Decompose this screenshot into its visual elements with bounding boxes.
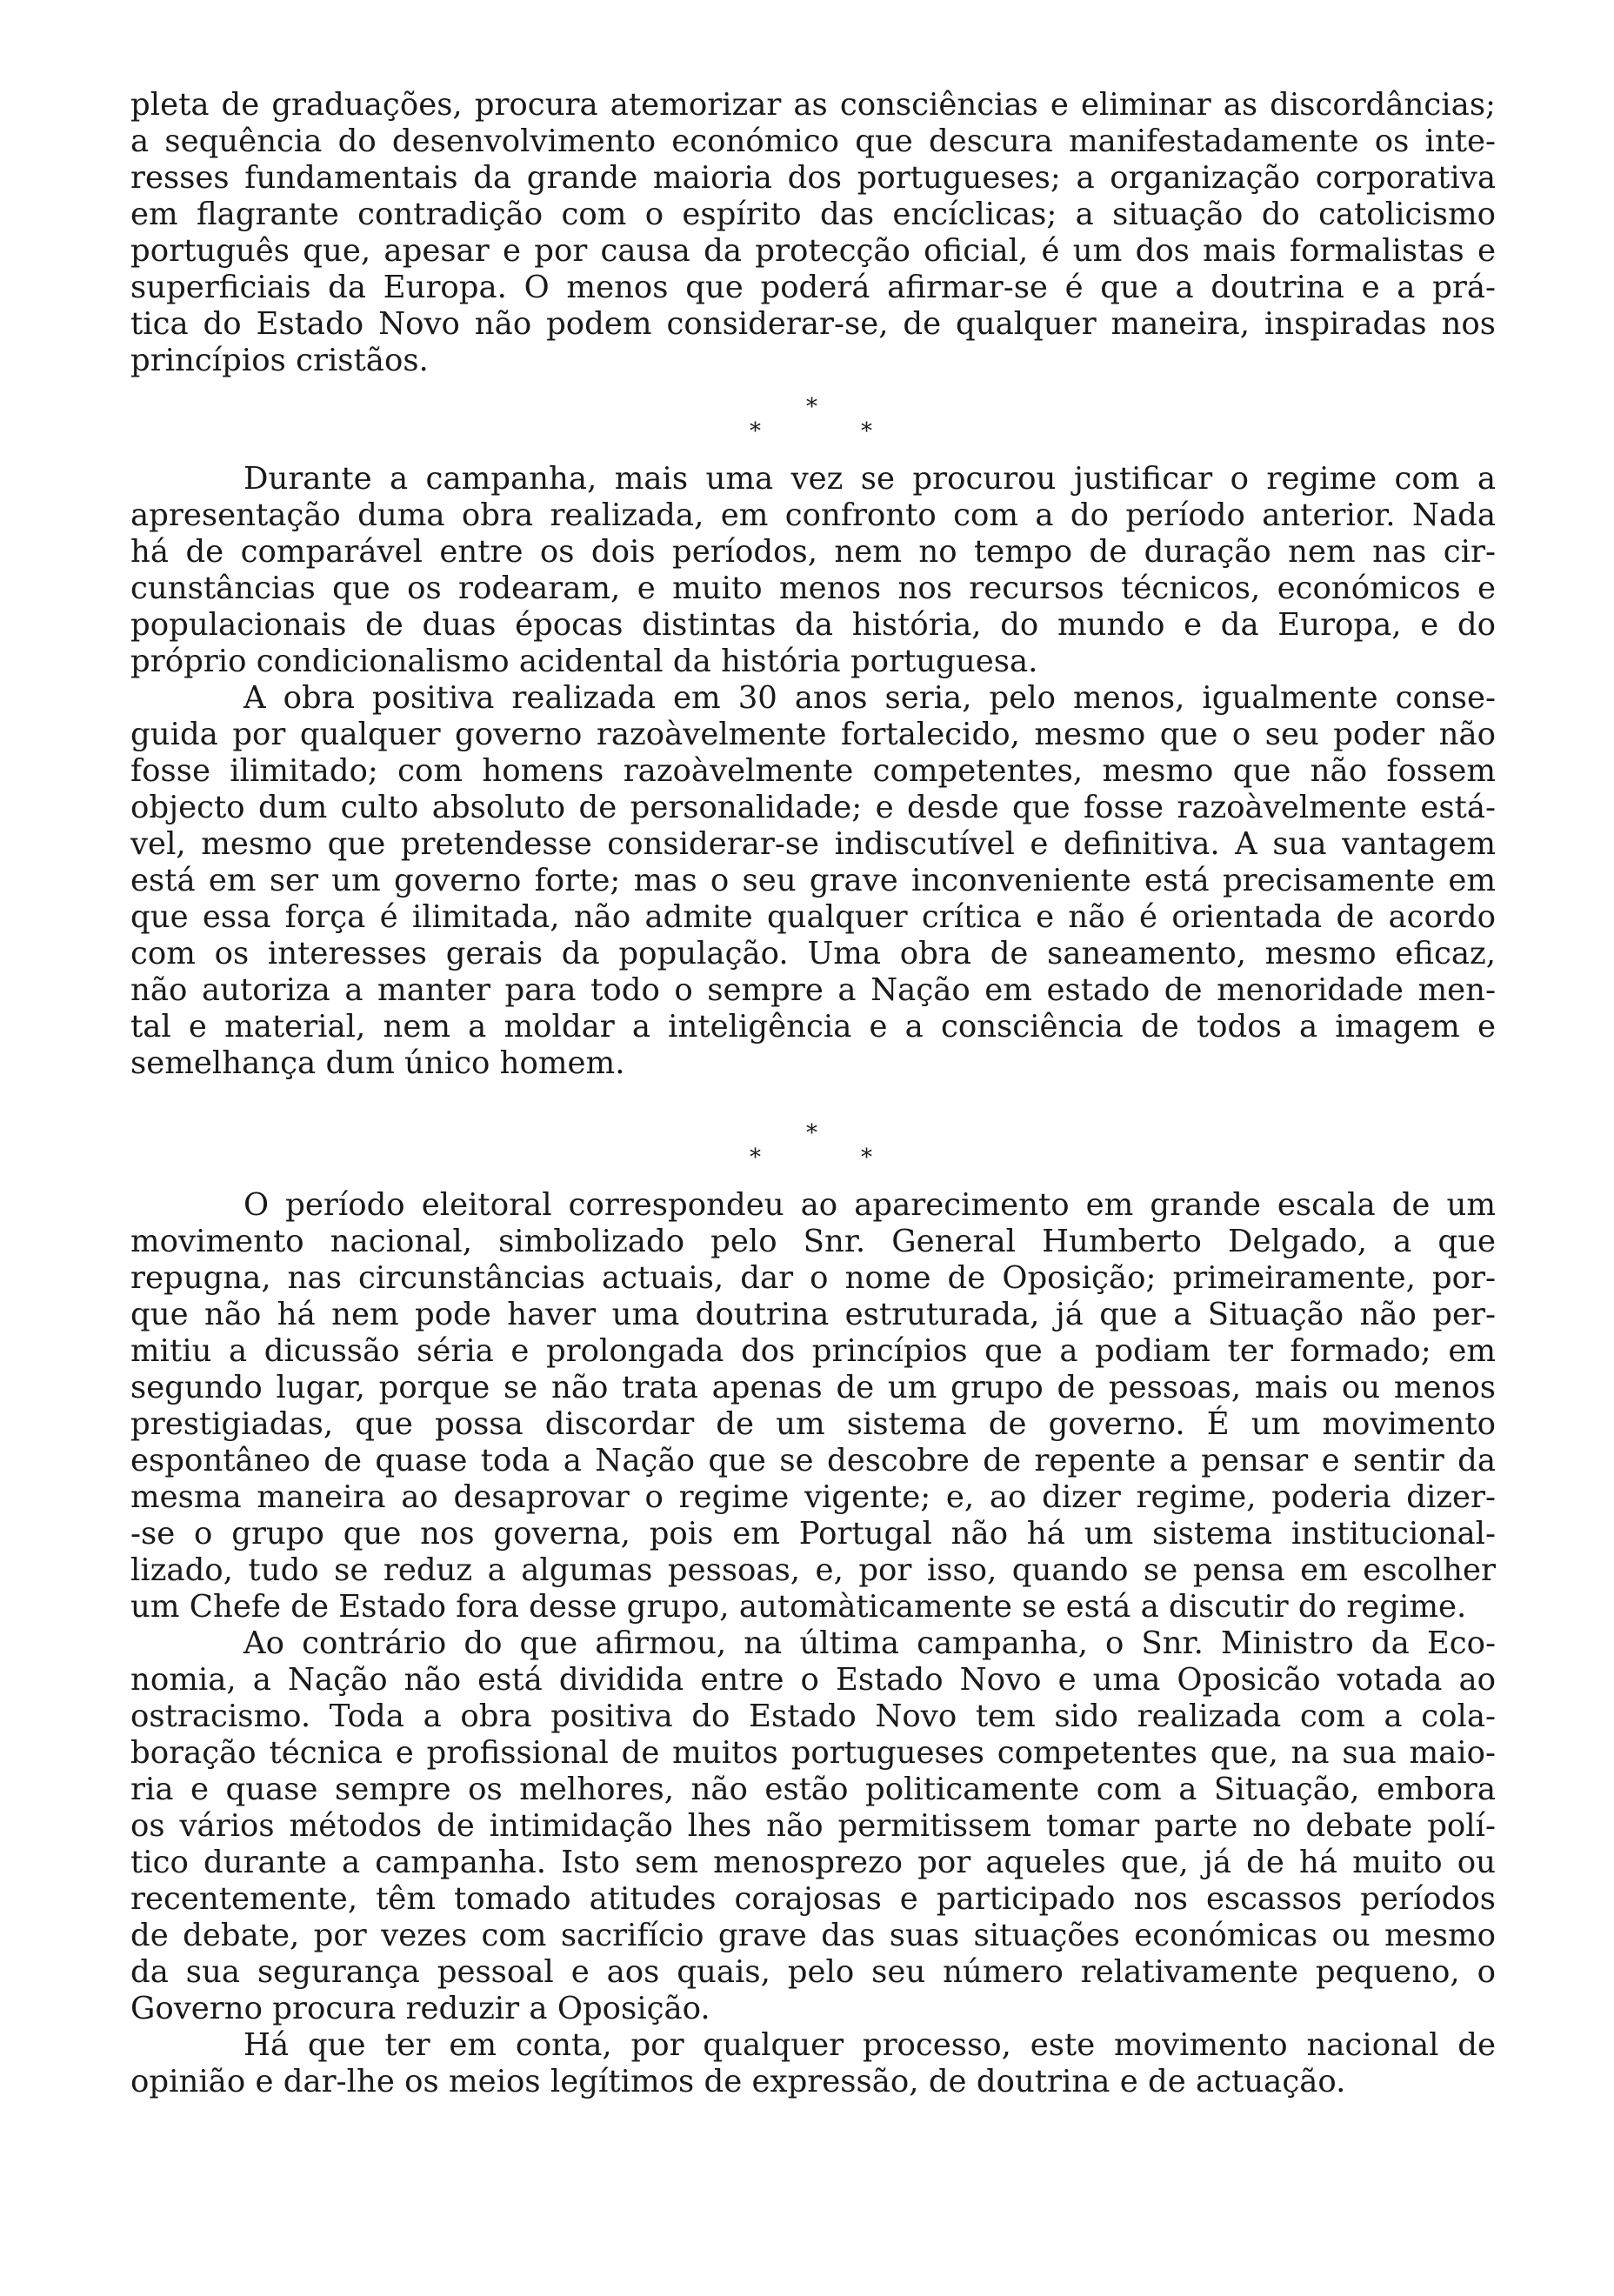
text-line: segundo lugar, porque se não trata apenas de um grupo de pessoas, mais ou menos	[130, 1370, 1496, 1405]
text-line: que não há nem pode haver uma doutrina estruturada, já que a Situação não per-	[130, 1297, 1496, 1332]
text-line: Governo procura reduzir a Oposição.	[130, 1991, 710, 2026]
paragraph-continuation	[130, 87, 1496, 379]
text-line: que essa força é ilimitada, não admite qualquer crítica e não é orientada de acordo	[130, 899, 1496, 935]
text-line: superficiais da Europa. O menos que poderá afirmar-se é que a doutrina e a prá-	[130, 270, 1496, 305]
text-line: da sua segurança pessoal e aos quais, pelo seu número relativamente pequeno, o	[130, 1954, 1496, 1990]
text-line: guida por qualquer governo razoàvelmente fortalecido, mesmo que o seu poder não	[130, 717, 1496, 752]
text-line: opinião e dar-lhe os meios legítimos de expressão, de doutrina e de actuação.	[130, 2064, 1346, 2099]
text-line: O período eleitoral correspondeu ao aparecimento em grande escala de um	[243, 1187, 1496, 1223]
text-line: Ao contrário do que afirmou, na última campanha, o Snr. Ministro da Eco-	[243, 1625, 1496, 1661]
asterisk: *	[750, 418, 761, 444]
asterisk: *	[861, 418, 872, 444]
text-line: mitiu a dicussão séria e prolongada dos princípios que a podiam ter formado; em	[130, 1333, 1496, 1369]
text-line: princípios cristãos.	[130, 343, 429, 378]
text-line: recentemente, têm tomado atitudes corajosas e participado nos escassos períodos	[130, 1881, 1496, 1917]
asterisk: *	[806, 394, 817, 420]
text-line: prestigiadas, que possa discordar de um sistema de governo. É um movimento	[130, 1406, 1496, 1442]
text-line: resses fundamentais da grande maioria dos portugueses; a organização corporativa	[130, 160, 1496, 196]
section-separator	[0, 1122, 1614, 1174]
paragraph-section-2	[130, 461, 1496, 1082]
text-line: português que, apesar e por causa da protecção oficial, é um dos mais formalistas e	[130, 233, 1496, 269]
paragraph-section-3	[130, 1187, 1496, 2100]
text-line: ria e quase sempre os melhores, não estão politicamente com a Situação, embora	[130, 1772, 1496, 1807]
text-line: semelhança dum único homem.	[130, 1045, 625, 1081]
text-line: repugna, nas circunstâncias actuais, dar o nome de Oposição; primeiramente, por-	[130, 1260, 1496, 1296]
text-line: objecto dum culto absoluto de personalidade; e desde que fosse razoàvelmente está-	[130, 790, 1496, 825]
text-line: movimento nacional, simbolizado pelo Snr. General Humberto Delgado, a que	[130, 1224, 1496, 1259]
text-line: fosse ilimitado; com homens razoàvelmente competentes, mesmo que não fossem	[130, 753, 1496, 789]
asterisk: *	[750, 1145, 761, 1171]
text-line: não autoriza a manter para todo o sempre a Nação em estado de menoridade men-	[130, 972, 1496, 1008]
text-line: tica do Estado Novo não podem considerar-se, de qualquer maneira, inspiradas nos	[130, 306, 1496, 342]
text-line: a sequência do desenvolvimento económico que descura manifestadamente os inte-	[130, 123, 1496, 159]
section-separator	[0, 396, 1614, 448]
text-line: pleta de graduações, procura atemorizar as consciências e eliminar as discordâncias;	[130, 87, 1496, 123]
text-line: A obra positiva realizada em 30 anos seria, pelo menos, igualmente conse-	[243, 680, 1496, 716]
text-line: ostracismo. Toda a obra positiva do Estado Novo tem sido realizada com a cola-	[130, 1699, 1496, 1734]
asterisk: *	[861, 1145, 872, 1171]
text-line: boração técnica e profissional de muitos portugueses competentes que, na sua maio-	[130, 1735, 1496, 1771]
text-line: apresentação duma obra realizada, em confronto com a do período anterior. Nada	[130, 497, 1496, 533]
text-line: Há que ter em conta, por qualquer processo, este movimento nacional de	[243, 2027, 1496, 2063]
text-line: há de comparável entre os dois períodos, nem no tempo de duração nem nas cir-	[130, 534, 1496, 570]
text-line: com os interesses gerais da população. Uma obra de saneamento, mesmo eficaz,	[130, 936, 1496, 971]
text-line: tal e material, nem a moldar a inteligência e a consciência de todos a imagem e	[130, 1009, 1496, 1045]
text-line: espontâneo de quase toda a Nação que se descobre de repente a pensar e sentir da	[130, 1443, 1496, 1478]
text-line: está em ser um governo forte; mas o seu grave inconveniente está precisamente em	[130, 863, 1496, 898]
text-line: lizado, tudo se reduz a algumas pessoas, e, por isso, quando se pensa em escolher	[130, 1552, 1496, 1588]
text-line: populacionais de duas épocas distintas da história, do mundo e da Europa, e do	[130, 607, 1496, 643]
asterisk: *	[806, 1120, 817, 1146]
text-line: -se o grupo que nos governa, pois em Portugal não há um sistema institucional-	[130, 1516, 1496, 1552]
text-line: vel, mesmo que pretendesse considerar-se indiscutível e definitiva. A sua vantagem	[130, 826, 1496, 862]
text-line: um Chefe de Estado fora desse grupo, automàticamente se está a discutir do regime.	[130, 1589, 1467, 1625]
text-line: mesma maneira ao desaprovar o regime vigente; e, ao dizer regime, poderia dizer-	[130, 1479, 1496, 1515]
text-line: de debate, por vezes com sacrifício grave das suas situações económicas ou mesmo	[130, 1918, 1496, 1953]
text-line: próprio condicionalismo acidental da história portuguesa.	[130, 644, 1038, 679]
text-line: nomia, a Nação não está dividida entre o Estado Novo e uma Oposicão votada ao	[130, 1662, 1496, 1698]
text-line: Durante a campanha, mais uma vez se procurou justificar o regime com a	[243, 461, 1496, 497]
text-line: cunstâncias que os rodearam, e muito menos nos recursos técnicos, económicos e	[130, 571, 1496, 606]
text-line: em flagrante contradição com o espírito das encíclicas; a situação do catolicismo	[130, 197, 1496, 232]
text-line: os vários métodos de intimidação lhes não permitissem tomar parte no debate polí-	[130, 1808, 1496, 1844]
text-line: tico durante a campanha. Isto sem menosprezo por aqueles que, já de há muito ou	[130, 1845, 1496, 1880]
